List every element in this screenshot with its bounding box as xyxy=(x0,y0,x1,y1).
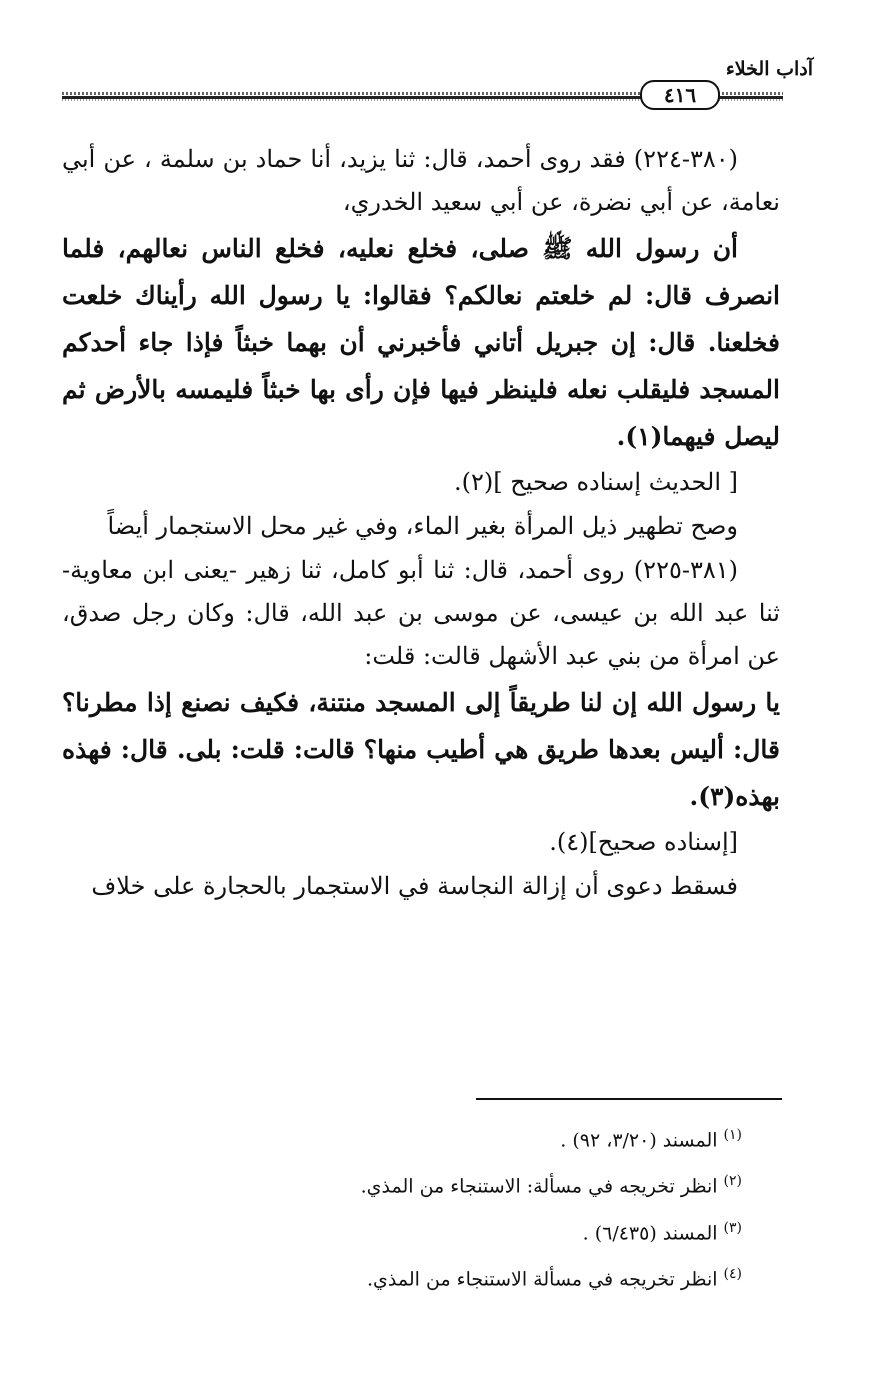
footnote-text: انظر تخريجه في مسألة الاستنجاء من المذي. xyxy=(367,1268,718,1291)
footnote-text: المسند (٣/٢٠، ٩٢) . xyxy=(560,1129,718,1152)
footnote-number: (٣) xyxy=(723,1219,742,1236)
paragraph-conclusion: فسقط دعوى أن إزالة النجاسة في الاستجمار بالحجارة على خلاف xyxy=(91,872,738,900)
footnote-text: انظر تخريجه في مسألة: الاستنجاء من المذي. xyxy=(360,1175,718,1198)
footnote-number: (١) xyxy=(723,1127,742,1143)
footnote xyxy=(62,1255,742,1298)
running-header-title: آداب الخلاء xyxy=(725,58,813,80)
footnote xyxy=(62,1162,742,1205)
footnote-rule xyxy=(476,1098,782,1100)
page-number: ٤١٦ xyxy=(640,80,720,110)
paragraph-hadith-380-chain: (٣٨٠-٢٢٤) فقد روى أحمد، قال: ثنا يزيد، أنا حماد بن سلمة ، عن أبي نعامة، عن أبي نضرة، عن أبي سعيد الخدري، xyxy=(62,145,780,216)
paragraph-hadith-380-matn: أن رسول الله ﷺ صلى، فخلع نعليه، فخلع الناس نعالهم، فلما انصرف قال: لم خلعتم نعالكم؟ فقالوا: يا رسول الله رأيناك خلعت فخلعنا. قال: إن جبريل أتاني فأخبرني أن بهما خبثاً فإذا جاء أحدكم المسجد فليقلب نعله فلينظر فيها فإن رأى بها خبثاً فليمسه بالأرض ثم ليصل فيهما(١). xyxy=(62,234,780,451)
paragraph-hadith-381-grade: [إسناده صحيح](٤). xyxy=(549,828,738,856)
footnotes xyxy=(62,1116,742,1301)
paragraph-hadith-380-grade: [ الحديث إسناده صحيح ](٢). xyxy=(453,468,738,496)
footnote xyxy=(62,1116,742,1159)
footnote-number: (٢) xyxy=(723,1173,742,1190)
footnote xyxy=(62,1209,742,1252)
footnote-text: المسند (٦/٤٣٥) . xyxy=(582,1221,718,1244)
footnote-number: (٤) xyxy=(723,1265,742,1282)
paragraph-hadith-381-matn: يا رسول الله إن لنا طريقاً إلى المسجد منتنة، فكيف نصنع إذا مطرنا؟ قال: أليس بعدها طريق هي أطيب منها؟ قالت: قلت: بلى. قال: فهذه بهذه(٣). xyxy=(62,688,780,811)
main-text xyxy=(62,138,780,909)
paragraph-hadith-381-chain: (٣٨١-٢٢٥) روى أحمد، قال: ثنا أبو كامل، ثنا زهير -يعنى ابن معاوية- ثنا عبد الله بن عيسى، عن موسى بن عبد الله، قال: وكان رجل صدق، عن امرأة من بني عبد الأشهل قالت: قلت: xyxy=(62,556,780,670)
paragraph-section-note: وصح تطهير ذيل المرأة بغير الماء، وفي غير محل الاستجمار أيضاً xyxy=(107,512,738,540)
